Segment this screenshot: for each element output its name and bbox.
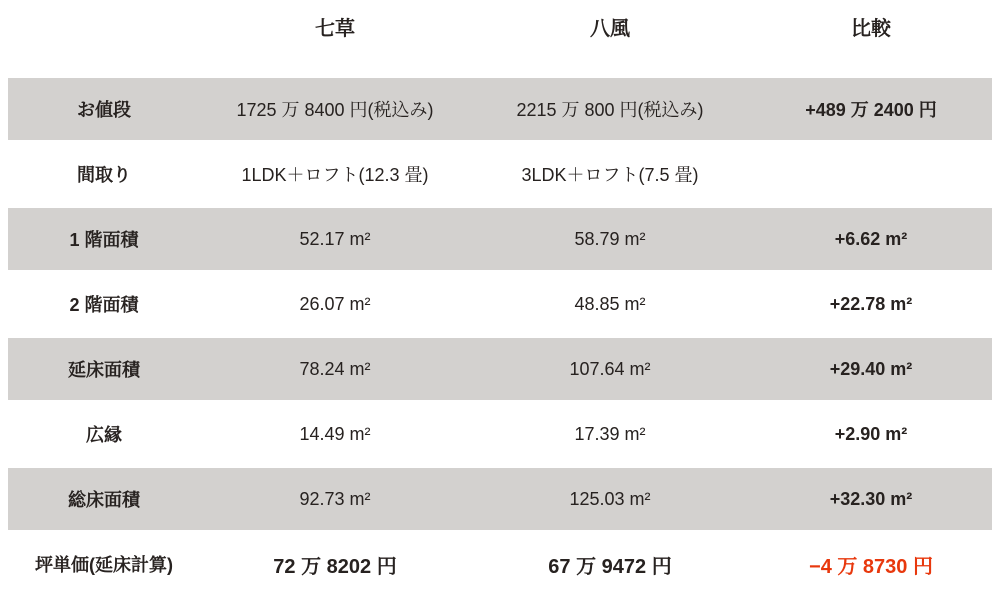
col-header-nanakusa: 七草: [315, 18, 355, 40]
header-row: [8, 0, 992, 75]
table-row-veranda: [8, 403, 992, 465]
row-label: 坪単価(延床計算): [35, 555, 173, 575]
value-happu: 17.39 m²: [574, 423, 646, 444]
col-header-happu: 八風: [590, 18, 630, 40]
row-label: 広縁: [86, 425, 122, 445]
row-label: お値段: [77, 100, 131, 120]
value-comparison: +6.62 m²: [834, 228, 908, 249]
table-row-first-floor-area: [8, 208, 992, 270]
value-comparison: +22.78 m²: [829, 293, 913, 314]
table-row-second-floor-area: [8, 273, 992, 335]
row-label: 総床面積: [68, 490, 140, 510]
value-nanakusa: 72 万 8202 円: [273, 555, 397, 578]
value-nanakusa: 26.07 m²: [299, 293, 371, 314]
value-nanakusa: 14.49 m²: [299, 423, 371, 444]
value-comparison: +2.90 m²: [834, 423, 908, 444]
value-comparison: +29.40 m²: [829, 358, 913, 379]
value-nanakusa: 52.17 m²: [299, 228, 371, 249]
value-nanakusa: 1LDK＋ロフト(12.3 畳): [241, 165, 429, 185]
value-comparison: −4 万 8730 円: [809, 555, 933, 578]
value-happu: 58.79 m²: [574, 228, 646, 249]
row-label: 1 階面積: [69, 230, 139, 250]
value-happu: 2215 万 800 円(税込み): [516, 100, 704, 120]
row-label: 2 階面積: [69, 295, 139, 315]
value-happu: 67 万 9472 円: [548, 555, 672, 578]
table-row-floorplan: [8, 143, 992, 205]
value-happu: 125.03 m²: [569, 488, 651, 509]
value-happu: 48.85 m²: [574, 293, 646, 314]
value-nanakusa: 1725 万 8400 円(税込み): [236, 100, 434, 120]
value-nanakusa: 92.73 m²: [299, 488, 371, 509]
table-row-unit-price: [8, 533, 992, 595]
value-happu: 3LDK＋ロフト(7.5 畳): [521, 165, 699, 185]
col-header-hikaku: 比較: [851, 18, 891, 40]
value-happu: 107.64 m²: [569, 358, 651, 379]
value-comparison: +32.30 m²: [829, 488, 913, 509]
value-nanakusa: 78.24 m²: [299, 358, 371, 379]
row-label: 間取り: [77, 165, 131, 185]
table-row-total-floor-area: [8, 338, 992, 400]
row-label: 延床面積: [68, 360, 140, 380]
table-row-price: [8, 78, 992, 140]
value-comparison: +489 万 2400 円: [805, 100, 937, 120]
table-row-gross-floor-area: [8, 468, 992, 530]
